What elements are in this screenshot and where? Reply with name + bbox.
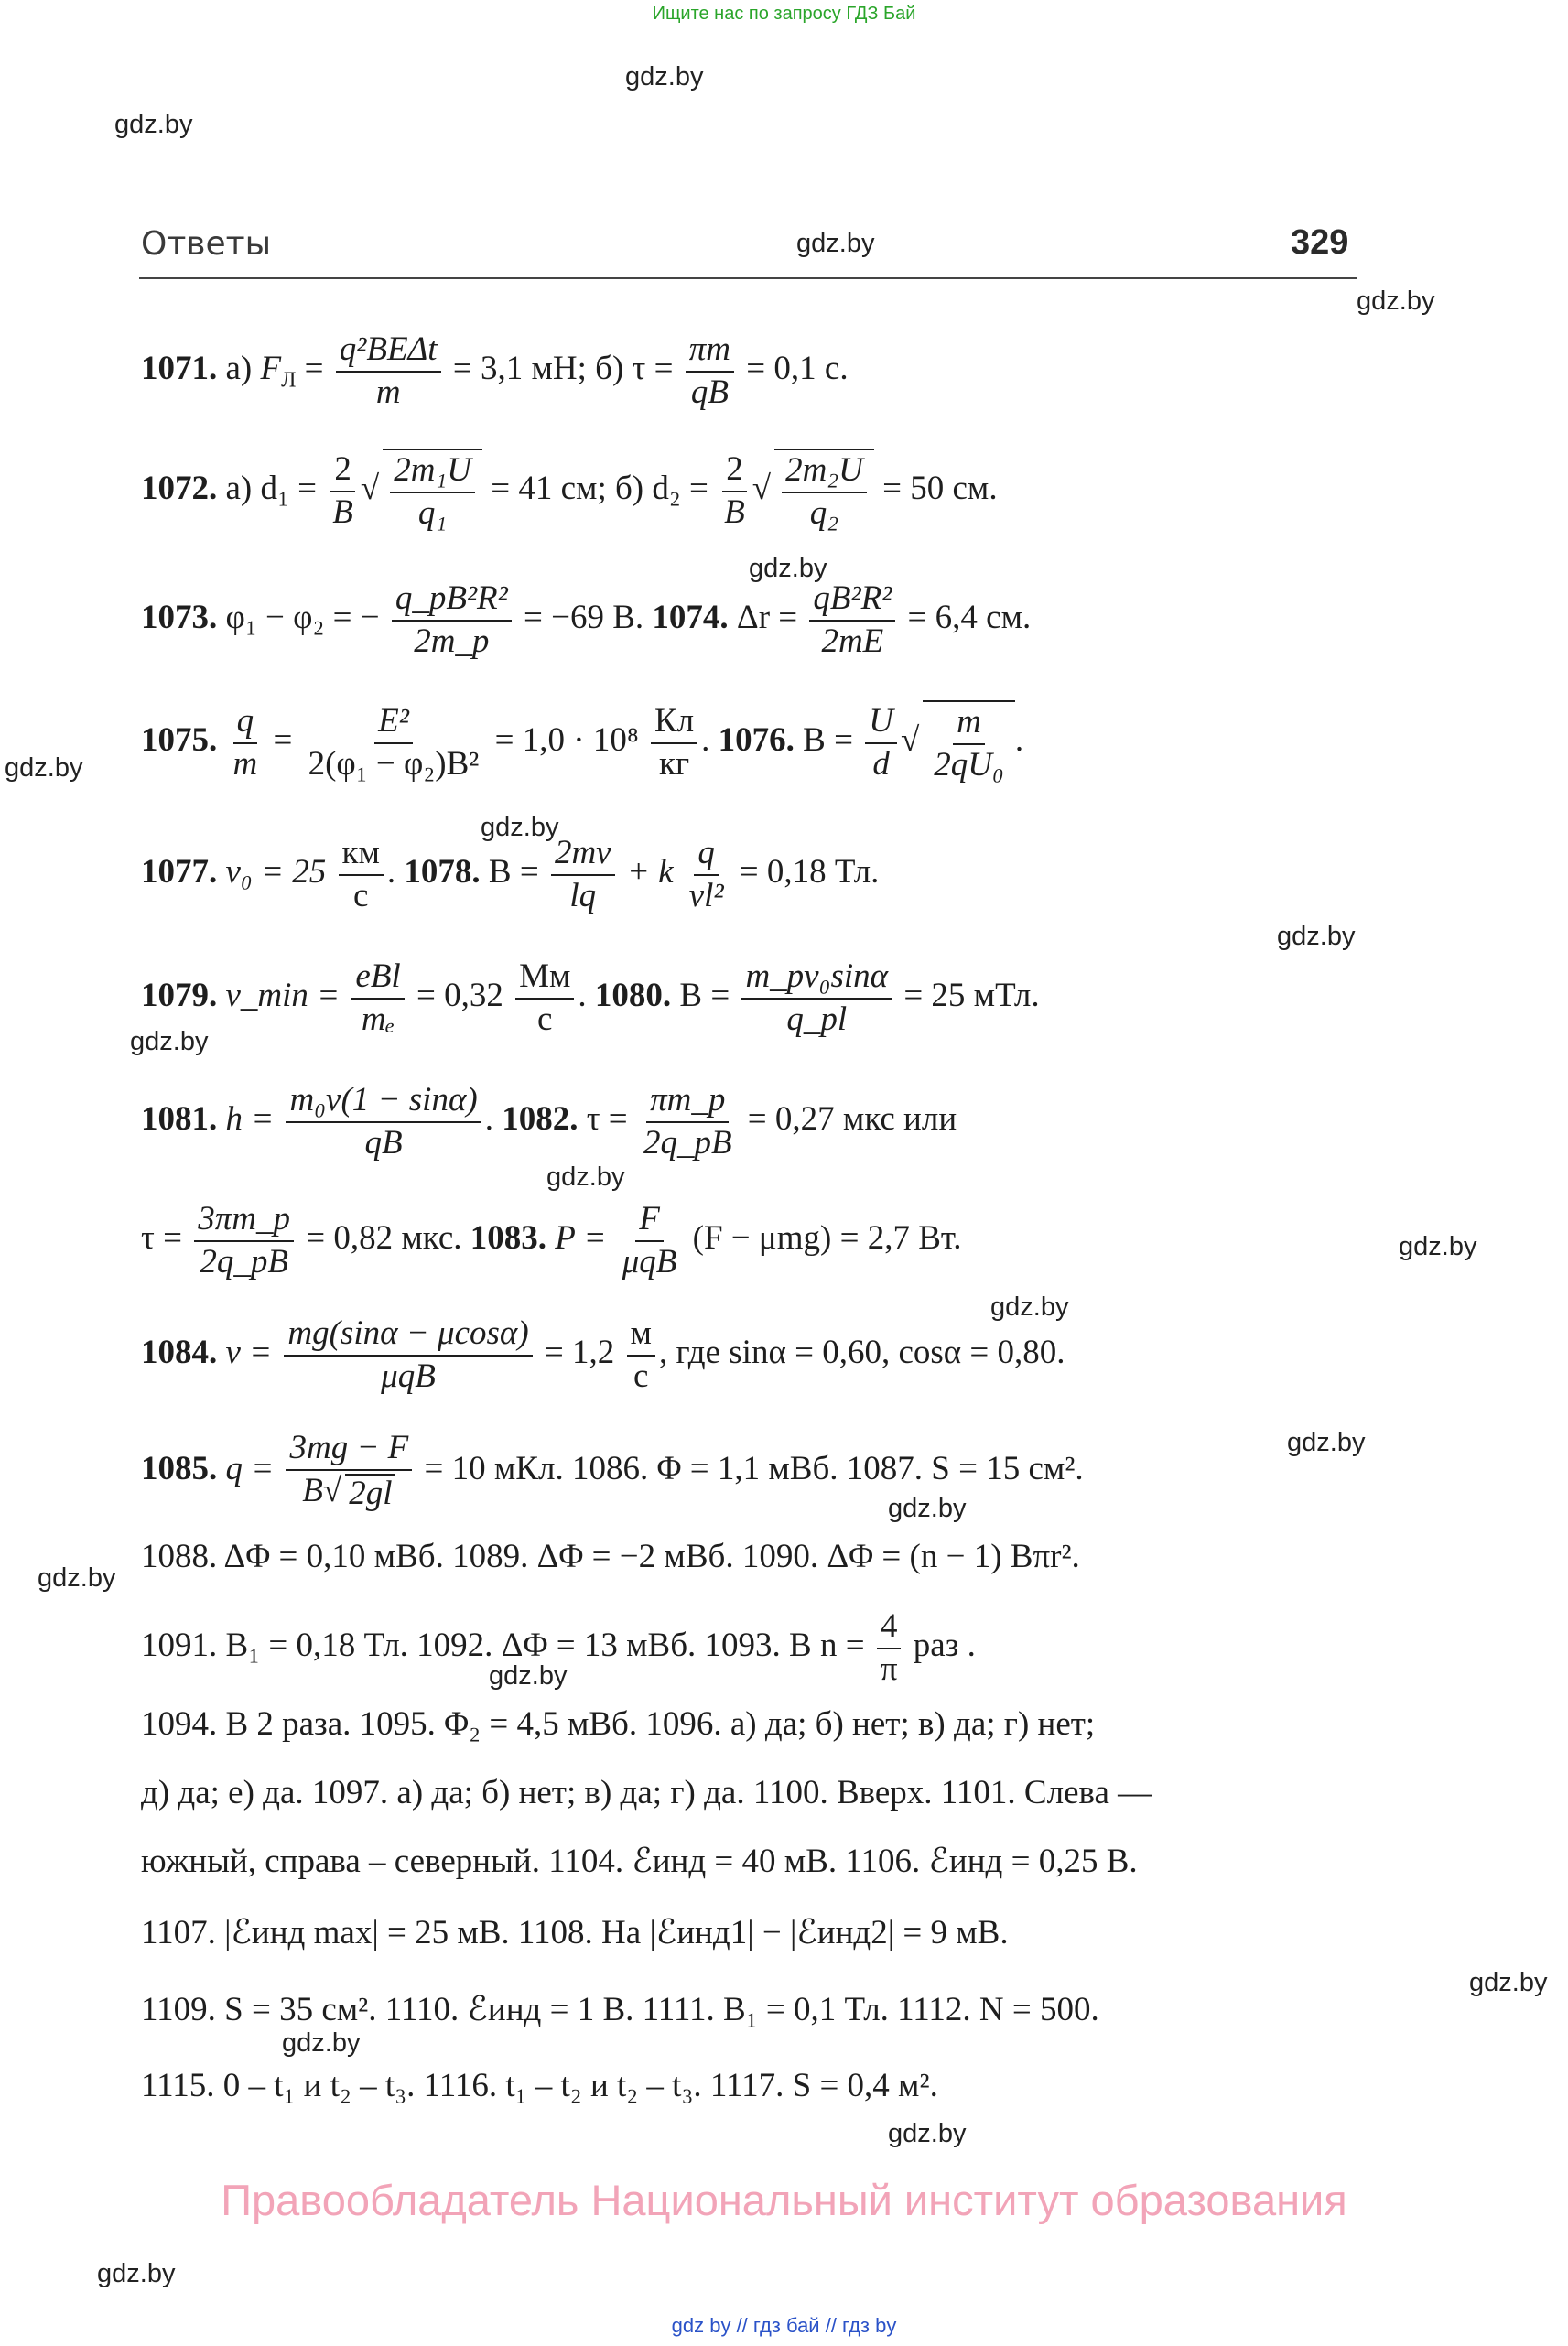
watermark: gdz.by [481,813,559,842]
watermark: gdz.by [796,229,875,258]
watermark: gdz.by [546,1162,625,1192]
answer-1109: 1109. S = 35 см². 1110. ℰинд = 1 В. 1111. B₁ = 0,1 Тл. 1112. N = 500. [141,1991,1099,2028]
watermark: gdz.by [888,2119,967,2148]
answer-1072: 1072. а) d₁ = $\frac{2}{B}$ √ $\frac{\text{2m₁U}}{\text{q₁}}$ = 41 см; б) d₂ = $\frac{2}{B}$ √ $\frac{\text{2m₂U}}{\text{q₂}}$ = 50 см. [141,449,998,534]
fraction: $\frac{\pi m}{qB}$ [686,330,734,413]
sqrt: $\frac{\text{2m₁U}}{\text{q₁}}$ [383,449,482,534]
watermark: gdz.by [888,1494,967,1523]
answer-number: 1071. [141,350,218,388]
watermark: gdz.by [990,1292,1069,1322]
answer-1077: 1077. v₀ = 25 $\frac{км}{с}$ . 1078. B = $\frac{2mv}{lq}$ + k $\frac{q}{\text{vl²}}$ = 0,18 Тл. [141,834,880,914]
answer-1091: 1091. B₁ = 0,18 Тл. 1092. ΔΦ = 13 мВб. 1093. В n = $\frac{4}{\pi}$ раз . [141,1607,976,1688]
watermark: gdz.by [625,62,704,92]
answer-1071: 1071. а) $F_Л$ = $\frac{\text{q²BEΔt}}{m}$ = 3,1 мН; б) τ = $\frac{\pi m}{qB}$ = 0,1 с. [141,330,849,413]
copyright-notice: Правообладатель Национальный институт образования [221,2176,1347,2224]
answer-1073: 1073. φ₁ − φ₂ = − $\frac{\text{q\_pB²R²}}{2m\_p}$ = −69 В. 1074. Δr = $\frac{\text{qB²R²}}{2mE}$ = 6,4 см. [141,579,1032,660]
answer-1083: τ = $\frac{3\pi m\_p}{2q\_pB}$ = 0,82 мкс. 1083. P = $\frac{F}{\text{μqB}}$ (F − μmg) = 2,7 Вт. [141,1200,962,1281]
answer-1107: 1107. |ℰинд max| = 25 мВ. 1108. На |ℰинд1| − |ℰинд2| = 9 мВ. [141,1914,1009,1951]
footer-links[interactable]: gdz by // гдз бай // гдз by [671,2314,897,2337]
answer-1079: 1079. v_min = $\frac{\text{eBl}}{\text{mₑ}}$ = 0,32 $\frac{Мм}{с}$ . 1080. B = $\frac{\text{m\_pv₀sinα}}{q\_pl}$ = 25 мТл. [141,957,1040,1038]
answer-1096: д) да; е) да. 1097. а) да; б) нет; в) да; г) да. 1100. Вверх. 1101. Слева — [141,1774,1152,1811]
watermark: gdz.by [489,1661,568,1691]
answer-1088: 1088. ΔΦ = 0,10 мВб. 1089. ΔΦ = −2 мВб. 1090. ΔΦ = (n − 1) Bπr². [141,1538,1080,1575]
watermark: gdz.by [38,1563,116,1593]
sqrt: $\frac{\text{2m₂U}}{\text{q₂}}$ [774,449,874,534]
header-divider [139,277,1357,279]
answer-1081: 1081. h = $\frac{\text{m₀v(1 − sinα)}}{qB}$ . 1082. τ = $\frac{\pi m\_p}{2q\_pB}$ = 0,27 мкс или [141,1081,957,1162]
watermark: gdz.by [1469,1968,1548,1997]
watermark: gdz.by [114,110,193,139]
watermark: gdz.by [1399,1232,1477,1261]
watermark: gdz.by [130,1027,209,1056]
watermark: gdz.by [1357,286,1435,316]
answer-1094: 1094. В 2 раза. 1095. Φ₂ = 4,5 мВб. 1096. а) да; б) нет; в) да; г) нет; [141,1705,1096,1743]
answer-1084: 1084. v = $\frac{mg(\sin\alpha - \mu\cos\alpha)}{\text{μqB}}$ = 1,2 $\frac{м}{с}$ , где sinα = 0,60, cosα = 0,80. [141,1314,1065,1395]
answer-1115: 1115. 0 – t₁ и t₂ – t₃. 1116. t₁ – t₂ и t₂ – t₃. 1117. S = 0,4 м². [141,2067,938,2104]
page-number: 329 [1291,223,1349,262]
answer-1075: 1075. $\frac{q}{m}$ = $\frac{\text{E²}}{\text{2(φ₁ − φ₂)B²}}$ = 1,0 · 10⁸ $\frac{Кл}{кг}$ . 1076. B = $\frac{U}{d}$ √ $\frac{m}{\text{2qU₀}}$ . [141,700,1023,785]
sqrt: $\frac{m}{\text{2qU₀}}$ [923,700,1015,785]
watermark: gdz.by [1287,1428,1366,1457]
answer-1101: южный, справа – северный. 1104. ℰинд = 40 мВ. 1106. ℰинд = 0,25 В. [141,1843,1138,1880]
top-banner: Ищите нас по запросу ГДЗ Бай [652,4,916,24]
watermark: gdz.by [5,753,83,783]
watermark: gdz.by [749,554,827,583]
fraction: $\frac{\text{q²BEΔt}}{m}$ [336,330,441,413]
answer-1085: 1085. q = $\frac{3mg - F}{B√ 2gl}$ = 10 мКл. 1086. Φ = 1,1 мВб. 1087. S = 15 см². [141,1429,1084,1512]
watermark: gdz.by [97,2259,176,2288]
watermark: gdz.by [282,2028,361,2058]
watermark: gdz.by [1277,922,1356,951]
page-title: Ответы [141,225,272,263]
